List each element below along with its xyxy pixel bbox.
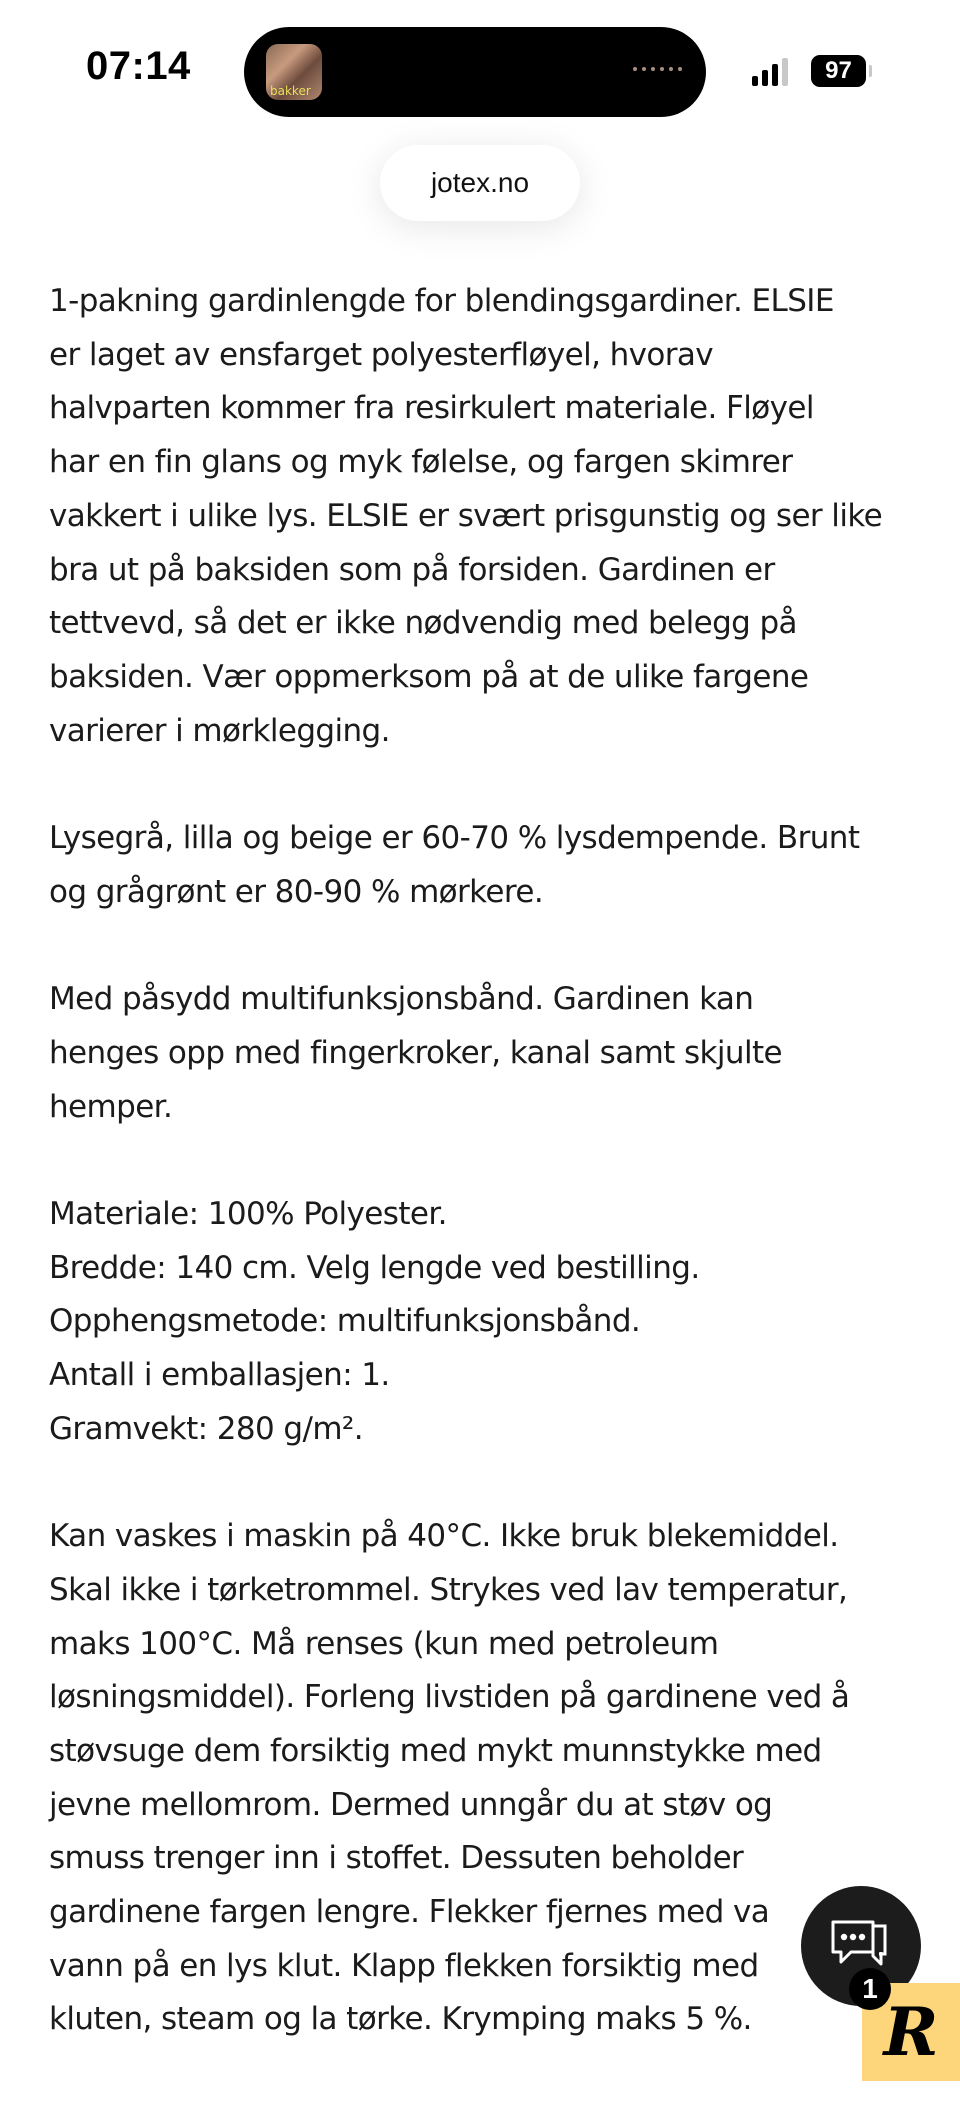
text-line: Kan vaskes i maskin på 40°C. Ikke bruk blekemiddel. [49,1518,839,1555]
text-line: maks 100°C. Må renses (kun med petroleum [49,1625,719,1662]
url-bar[interactable]: jotex.no [380,145,580,221]
text-line: Bredde: 140 cm. Velg lengde ved bestilling. [49,1249,700,1286]
battery-tip [869,65,872,77]
text-line: Materiale: 100% Polyester. [49,1195,447,1232]
text-line: har en fin glans og myk følelse, og fargen skimrer [49,444,793,481]
text-line: løsningsmiddel). Forleng livstiden på gardinene ved å [49,1679,850,1716]
text-line: gardinene fargen lengre. Flekker fjernes med va [49,1894,770,1931]
text-line: vann på en lys klut. Klapp flekken forsiktig med [49,1947,759,1984]
text-line: varierer i mørklegging. [49,712,390,749]
text-line: Lysegrå, lilla og beige er 60-70 % lysdempende. Brunt [49,820,860,857]
r-logo-icon: R [883,1993,939,2071]
text-line: Skal ikke i tørketrommel. Strykes ved lav temperatur, [49,1571,848,1608]
description-paragraph [49,973,929,1134]
text-line: bra ut på baksiden som på forsiden. Gardinen er [49,551,775,588]
dynamic-island[interactable] [244,27,706,117]
text-line: Opphengsmetode: multifunksjonsbånd. [49,1303,641,1340]
description-paragraph [49,1510,929,2047]
text-line: 1-pakning gardinlengde for blendingsgardiner. ELSIE [49,283,834,319]
text-line: støvsuge dem forsiktig med mykt munnstykke med [49,1732,822,1769]
text-line: hemper. [49,1088,173,1125]
description-paragraph [49,812,929,919]
chat-unread-badge: 1 [849,1968,891,2010]
text-line: er laget av ensfarget polyesterfløyel, hvorav [49,336,714,373]
artwork-text: bakker [270,84,311,98]
text-line: smuss trenger inn i stoffet. Dessuten beholder [49,1840,744,1877]
product-description [49,275,929,2101]
text-line: vakkert i ulike lys. ELSIE er svært prisgunstig og ser like [49,497,883,534]
status-bar [0,0,960,130]
description-paragraph [49,1188,929,1457]
text-line: Med påsydd multifunksjonsbånd. Gardinen kan [49,981,754,1018]
cellular-signal-icon [752,56,788,86]
text-line: baksiden. Vær oppmerksom på at de ulike fargene [49,658,809,695]
text-line: Antall i emballasjen: 1. [49,1357,390,1394]
audio-waveform-icon [633,67,682,71]
battery-icon: 97 [811,55,866,87]
text-line: Gramvekt: 280 g/m². [49,1410,364,1447]
text-line: og grågrønt er 80-90 % mørkere. [49,873,544,910]
text-line: kluten, steam og la tørke. Krymping maks 5 %. [49,2001,752,2038]
status-time: 07:14 [86,44,191,88]
text-line: tettvevd, så det er ikke nødvendig med belegg på [49,605,797,642]
text-line: henges opp med fingerkroker, kanal samt skjulte [49,1034,782,1071]
text-line: halvparten kommer fra resirkulert materiale. Fløyel [49,390,814,427]
chat-bubbles-icon [829,1918,893,1974]
now-playing-artwork [266,44,322,100]
text-line: jevne mellomrom. Dermed unngår du at støv og [49,1786,773,1823]
description-paragraph [49,275,929,758]
